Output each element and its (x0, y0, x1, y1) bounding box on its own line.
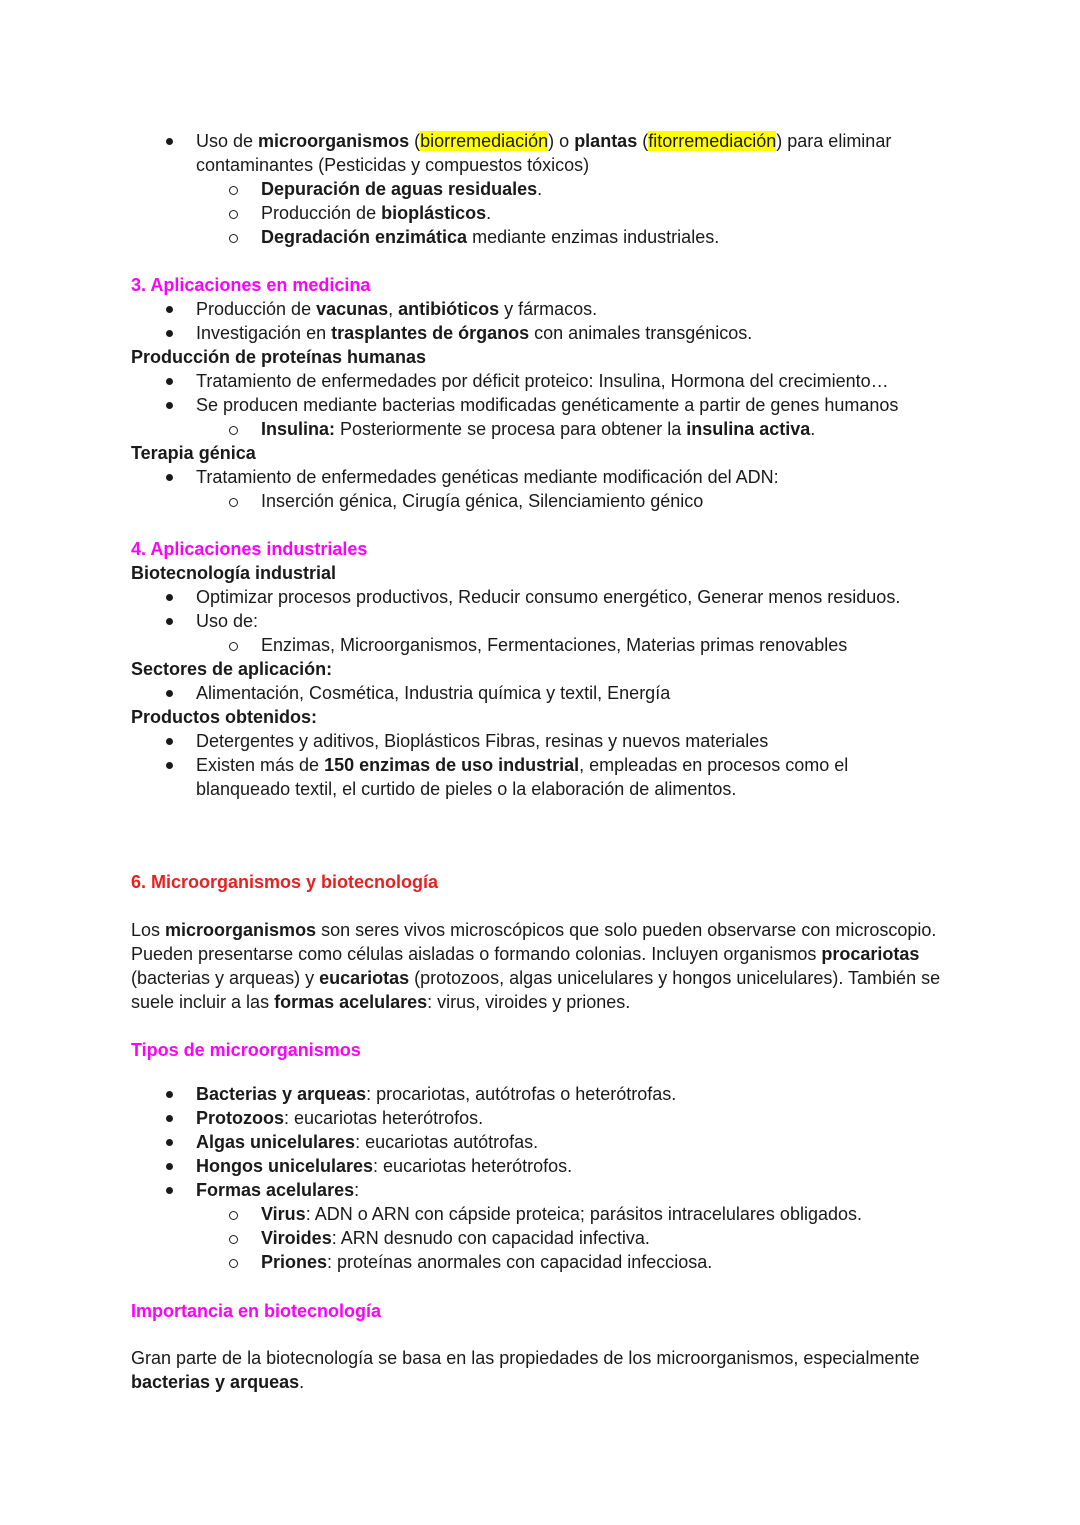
paragraph-line: Gran parte de la biotecnología se basa en las propiedades de los microorganismos, especialmente (131, 1348, 920, 1368)
sub-bullet (226, 201, 240, 227)
paragraph-line: suele incluir a las formas acelulares: virus, viroides y priones. (131, 992, 631, 1012)
sub-list-item: Virus: ADN o ARN con cápside proteica; parásitos intracelulares obligados. (261, 1204, 862, 1224)
paragraph-line: Pueden presentarse como células aisladas o formando colonias. Incluyen organismos procariotas (131, 944, 920, 964)
sub-list-item: Inserción génica, Cirugía génica, Silenciamiento génico (261, 491, 704, 511)
sub-bullet (226, 1226, 240, 1252)
list-item: Algas unicelulares: eucariotas autótrofas. (196, 1132, 539, 1152)
section-heading: 3. Aplicaciones en medicina (131, 275, 371, 295)
list-item-continuation: blanqueado textil, el curtido de pieles o la elaboración de alimentos. (196, 779, 737, 799)
list-item: Optimizar procesos productivos, Reducir consumo energético, Generar menos residuos. (196, 587, 901, 607)
paragraph-line: bacterias y arqueas. (131, 1372, 305, 1392)
list-item: Protozoos: eucariotas heterótrofos. (196, 1108, 484, 1128)
highlight: fitorremediación (648, 131, 777, 151)
section-heading: 6. Microorganismos y biotecnología (131, 872, 439, 892)
sub-bullet (226, 225, 240, 251)
bullet (162, 681, 176, 705)
sub-bullet (226, 1250, 240, 1276)
bullet (162, 1106, 176, 1130)
section-heading: 4. Aplicaciones industriales (131, 539, 368, 559)
sub-bullet (226, 1202, 240, 1228)
list-item: Investigación en trasplantes de órganos con animales transgénicos. (196, 323, 753, 343)
list-item: Tratamiento de enfermedades genéticas mediante modificación del ADN: (196, 467, 779, 487)
list-item: Tratamiento de enfermedades por déficit proteico: Insulina, Hormona del crecimiento… (196, 371, 889, 391)
subsection-heading: Terapia génica (131, 443, 256, 463)
list-item: Formas acelulares: (196, 1180, 360, 1200)
list-item-continuation: contaminantes (Pesticidas y compuestos tóxicos) (196, 155, 590, 175)
subsection-heading: Productos obtenidos: (131, 707, 317, 727)
subsection-heading: Importancia en biotecnología (131, 1301, 382, 1321)
bullet (162, 729, 176, 753)
bullet (162, 297, 176, 321)
paragraph-line: (bacterias y arqueas) y eucariotas (protozoos, algas unicelulares y hongos unicelulares). También se (131, 968, 941, 988)
bullet (162, 585, 176, 609)
bullet (162, 753, 176, 777)
list-item: Detergentes y aditivos, Bioplásticos Fibras, resinas y nuevos materiales (196, 731, 769, 751)
list-item: Se producen mediante bacterias modificadas genéticamente a partir de genes humanos (196, 395, 899, 415)
sub-bullet (226, 177, 240, 203)
subsection-heading: Tipos de microorganismos (131, 1040, 361, 1060)
list-item: Existen más de 150 enzimas de uso industrial, empleadas en procesos como el (196, 755, 849, 775)
sub-list-item: Viroides: ARN desnudo con capacidad infectiva. (261, 1228, 650, 1248)
highlight: biorremediación (420, 131, 549, 151)
list-item: Uso de: (196, 611, 259, 631)
bullet (162, 321, 176, 345)
list-item: Producción de vacunas, antibióticos y fármacos. (196, 299, 598, 319)
sub-list-item: Producción de bioplásticos. (261, 203, 492, 223)
sub-bullet (226, 417, 240, 443)
sub-list-item: Degradación enzimática mediante enzimas industriales. (261, 227, 720, 247)
bullet (162, 393, 176, 417)
list-item: Alimentación, Cosmética, Industria química y textil, Energía (196, 683, 671, 703)
list-item: Bacterias y arqueas: procariotas, autótrofas o heterótrofas. (196, 1084, 677, 1104)
sub-list-item: Depuración de aguas residuales. (261, 179, 543, 199)
bullet (162, 129, 176, 153)
bullet (162, 1130, 176, 1154)
subsection-heading: Producción de proteínas humanas (131, 347, 427, 367)
paragraph-line: Los microorganismos son seres vivos microscópicos que solo pueden observarse con microscopio. (131, 920, 937, 940)
sub-bullet (226, 633, 240, 659)
sub-list-item: Enzimas, Microorganismos, Fermentaciones, Materias primas renovables (261, 635, 848, 655)
bullet (162, 369, 176, 393)
subsection-heading: Biotecnología industrial (131, 563, 337, 583)
sub-bullet (226, 489, 240, 515)
subsection-heading: Sectores de aplicación: (131, 659, 333, 679)
bullet (162, 609, 176, 633)
bullet (162, 1178, 176, 1202)
bullet (162, 465, 176, 489)
sub-list-item: Insulina: Posteriormente se procesa para obtener la insulina activa. (261, 419, 816, 439)
list-item: Hongos unicelulares: eucariotas heterótrofos. (196, 1156, 573, 1176)
sub-list-item: Priones: proteínas anormales con capacidad infecciosa. (261, 1252, 713, 1272)
list-item: Uso de microorganismos (biorremediación) o plantas (fitorremediación) para eliminar (196, 131, 892, 151)
bullet (162, 1082, 176, 1106)
bullet (162, 1154, 176, 1178)
